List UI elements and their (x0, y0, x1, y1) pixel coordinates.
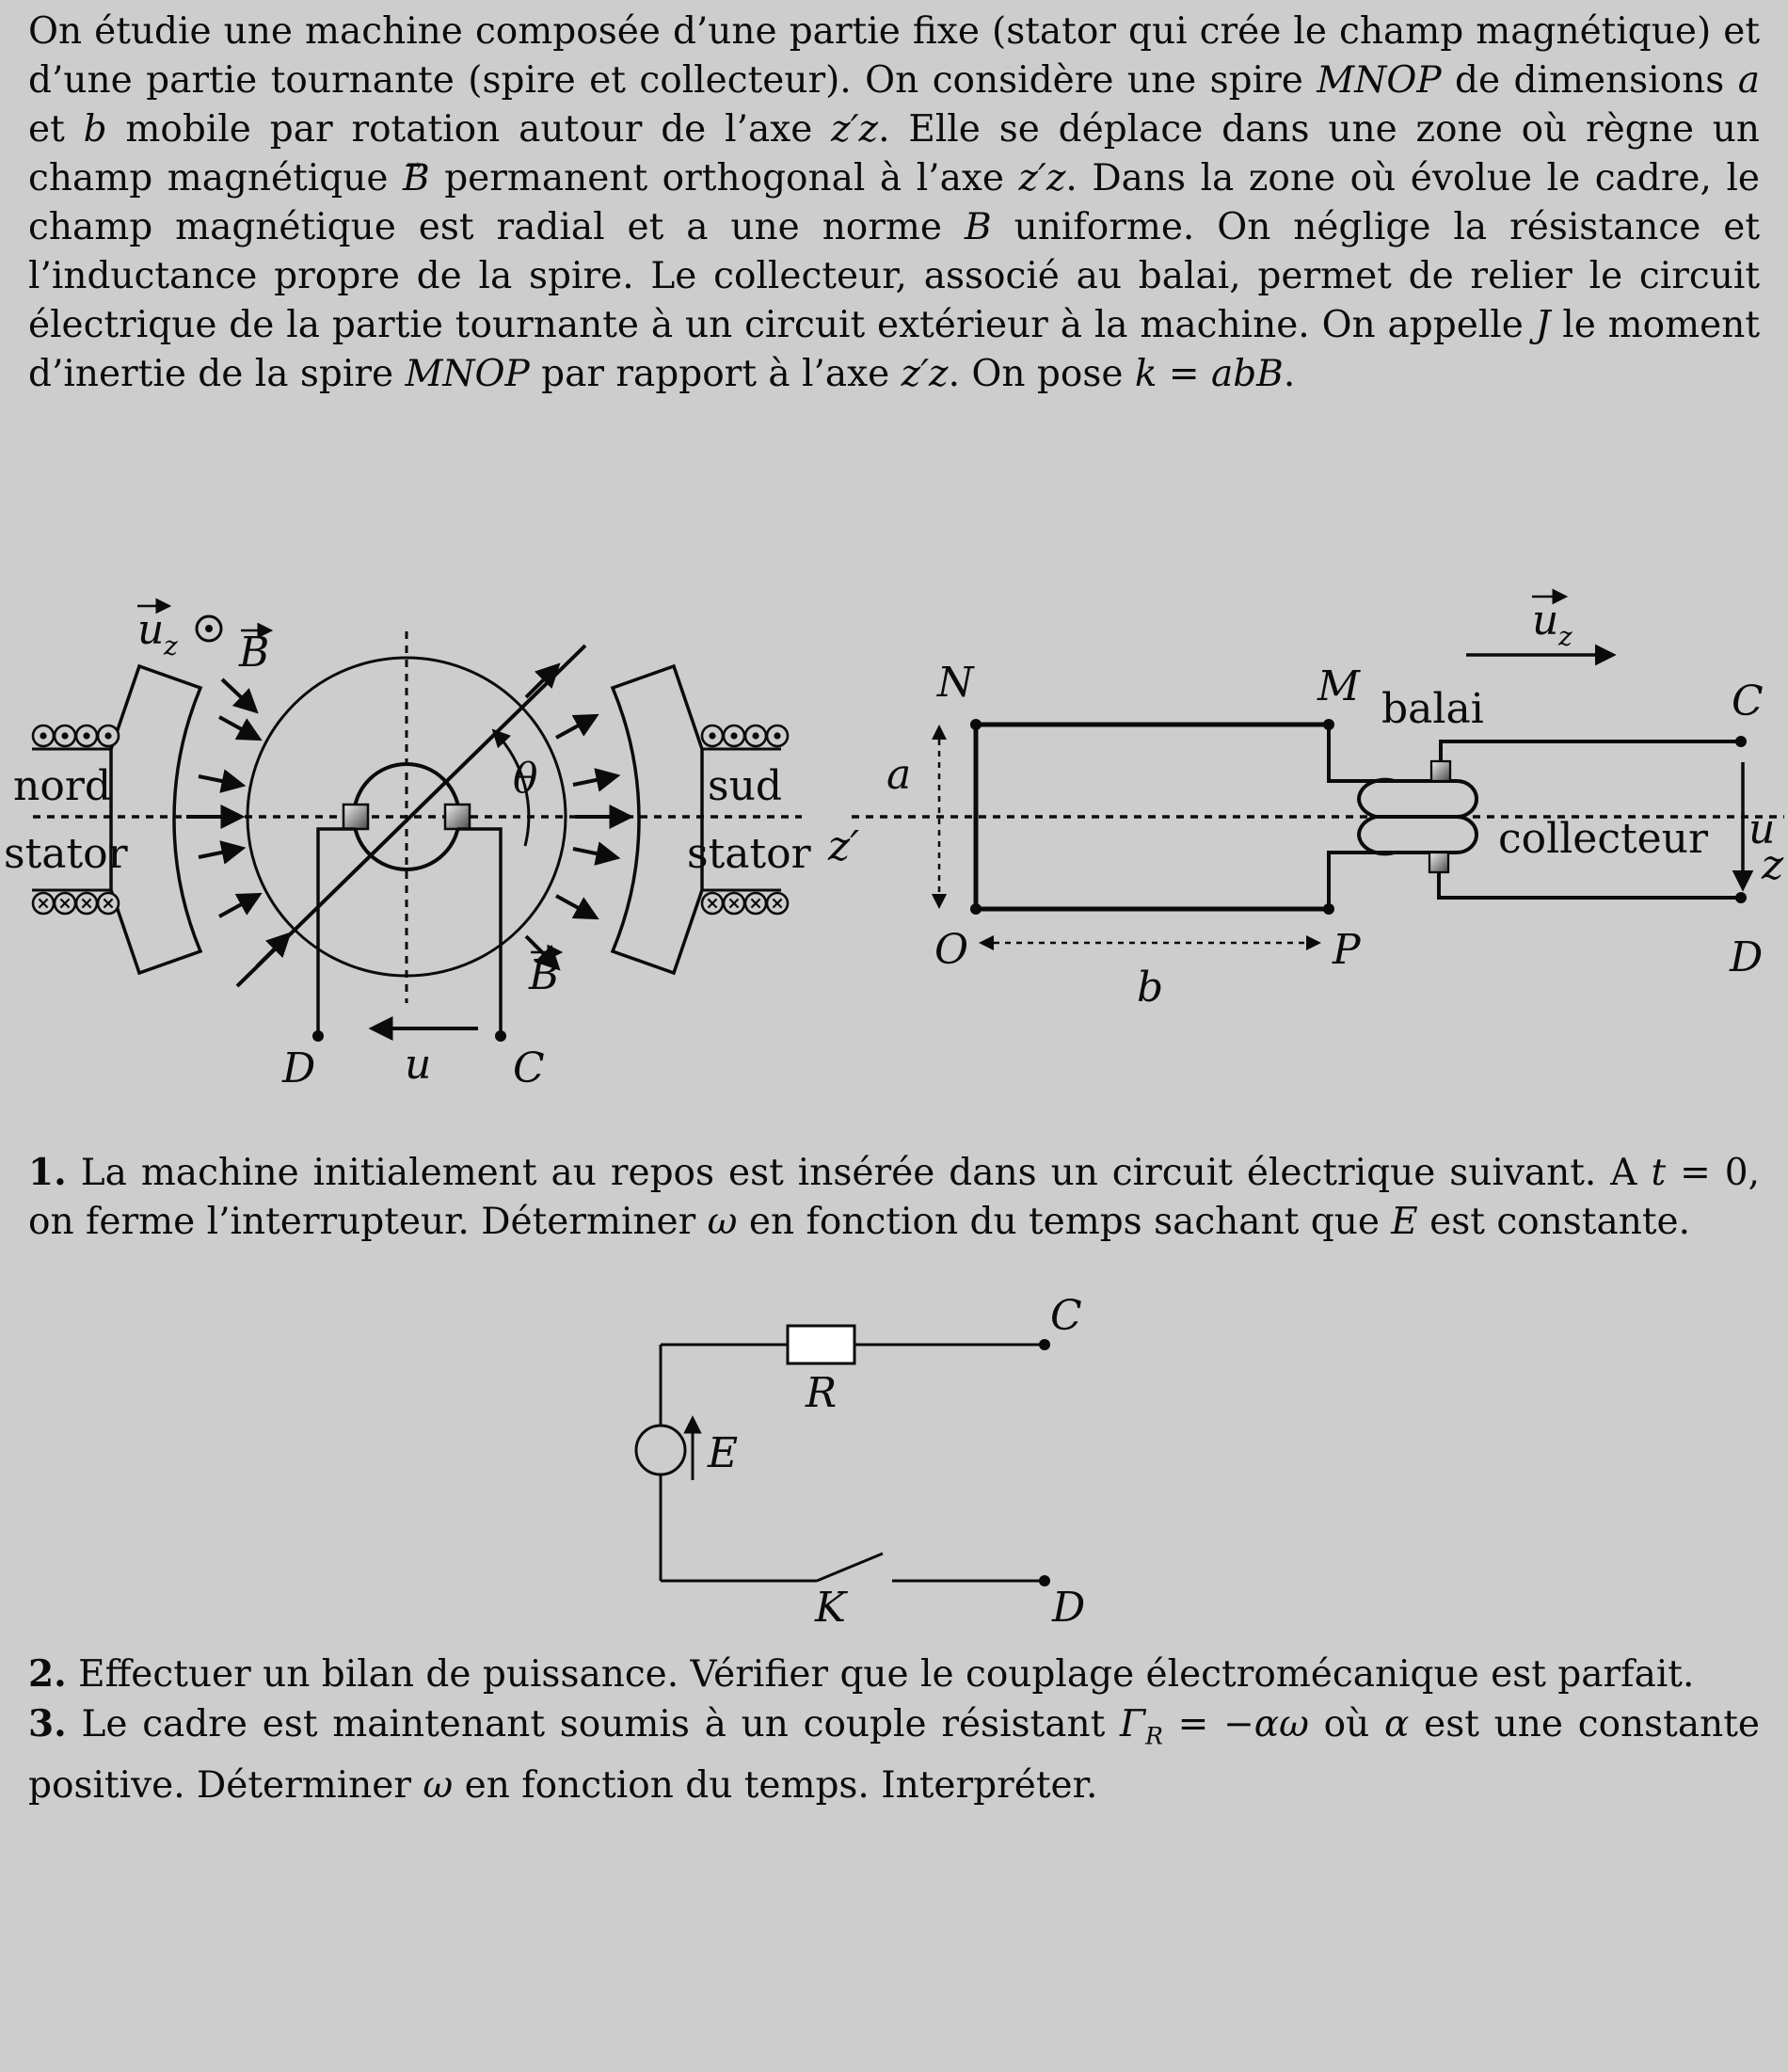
terminal-dot-D (1039, 1575, 1050, 1586)
coil-crosses-nord-icon (33, 893, 119, 914)
emf-label-E: E (708, 1429, 739, 1477)
terminal-dot-C (1735, 736, 1747, 747)
sud-pole-piece (613, 666, 702, 973)
terminal-dot-D (1735, 892, 1747, 903)
question-3: 3. Le cadre est maintenant soumis à un couple résistant $\Gamma_R = -\alpha\omega$ où α est une constante positive. Déterminer ω en fonction du temps. Interpréter. (28, 1702, 1760, 1807)
circuit-figure (0, 1286, 1788, 1644)
wire-M-to-collector (1329, 725, 1395, 781)
b-dimension-label: b (1137, 964, 1164, 1012)
z-label: z (1762, 841, 1784, 889)
terminal-label-D: D (1052, 1584, 1086, 1632)
terminal-label-C: C (1050, 1292, 1082, 1340)
machine-figure (0, 561, 1788, 1097)
N-label: N (937, 659, 974, 707)
nord-pole-piece (111, 666, 200, 973)
resistor-label-R: R (806, 1369, 838, 1417)
balai-label: balai (1381, 685, 1484, 733)
svg-text:u: u (1532, 597, 1559, 645)
sud-label: sud (708, 762, 783, 810)
terminal-label-C: C (513, 1044, 545, 1092)
collector-upper-half (1359, 780, 1477, 817)
z-prime-label: z′ (828, 822, 860, 870)
svg-text:B: B (239, 629, 270, 677)
svg-text:z: z (1558, 621, 1572, 652)
brush-right-icon (445, 805, 470, 829)
wire-brush-to-D (1439, 872, 1737, 898)
coil-dots-sud-icon (702, 725, 788, 746)
svg-text:z: z (164, 630, 178, 661)
terminal-dot-D (312, 1030, 324, 1042)
brush-lower-icon (1429, 853, 1448, 872)
stator-cross-section-diagram (4, 606, 812, 1092)
intro-paragraph: On étudie une machine composée d’une partie fixe (stator qui crée le champ magnétique) et d’une partie tournante (spire et collecteur). On considère une spire MNOP de dimensions a et b mobile par rotation autour de l’axe z′z. Elle se déplace dans une zone où règne un champ magnétique → B permanent orthogonal à l’axe z′z. Dans la zone où évolue le cadre, le champ magnétique est radial et a une norme B uniforme. On néglige la résistance et l’inductance propre de la spire. Le collecteur, associé au balai, permet de relier le circuit électrique de la partie tournante à un circuit extérieur à la machine. On appelle J le moment d’inertie de la spire MNOP par rapport à l’axe z′z. On pose k = abB. (0, 0, 1788, 399)
field-arrows-left (186, 679, 287, 966)
B-field-label-bottom (528, 951, 559, 999)
theta-label: θ (513, 755, 538, 803)
D-label: D (1730, 933, 1764, 981)
terminal-wire-D (318, 829, 356, 1036)
resistor-icon (788, 1326, 854, 1363)
u-voltage-label: u (405, 1041, 432, 1089)
terminal-dot-C (1039, 1339, 1050, 1350)
coil-crosses-sud-icon (702, 893, 788, 914)
stator-right-label: stator (687, 830, 811, 878)
B-field-label-top (238, 629, 269, 677)
nord-label: nord (13, 762, 112, 810)
corner-dot-N (970, 719, 982, 730)
brush-left-icon (343, 805, 368, 829)
wire-P-to-collector (1329, 853, 1395, 909)
terminal-dot-C (495, 1030, 506, 1042)
circuit-diagram (636, 1292, 1085, 1632)
terminal-wire-C (457, 829, 501, 1036)
coil-dots-nord-icon (33, 725, 119, 746)
terminal-label-D: D (282, 1044, 316, 1092)
uz-unit-vector-label (1466, 597, 1611, 655)
corner-dot-O (970, 903, 982, 915)
spire-collector-diagram (827, 597, 1784, 1012)
wire-brush-to-C (1441, 741, 1737, 761)
stator-left-label: stator (4, 830, 128, 878)
uz-out-of-plane-label (137, 606, 221, 661)
svg-text:u: u (137, 606, 165, 654)
brush-upper-icon (1431, 761, 1450, 781)
switch-blade-icon (817, 1554, 883, 1581)
O-label: O (934, 926, 969, 974)
source-symbol-icon (636, 1426, 685, 1474)
u-voltage-label: u (1748, 805, 1776, 853)
P-label: P (1333, 926, 1361, 974)
collecteur-label: collecteur (1498, 815, 1709, 863)
M-label: M (1317, 662, 1361, 710)
question-2: 2. Effectuer un bilan de puissance. Vérifier que le couplage électromécanique est parfait. (28, 1652, 1695, 1696)
a-dimension-label: a (886, 751, 912, 799)
odot-icon (197, 616, 221, 641)
switch-label-K: K (815, 1584, 846, 1632)
question-1: 1. La machine initialement au repos est insérée dans un circuit électrique suivant. A t = 0, on ferme l’interrupteur. Déterminer ω en fonction du temps sachant que E est constante. (28, 1151, 1761, 1243)
C-label: C (1732, 677, 1764, 725)
collector-lower-half (1359, 817, 1477, 853)
svg-text:B: B (529, 951, 560, 999)
